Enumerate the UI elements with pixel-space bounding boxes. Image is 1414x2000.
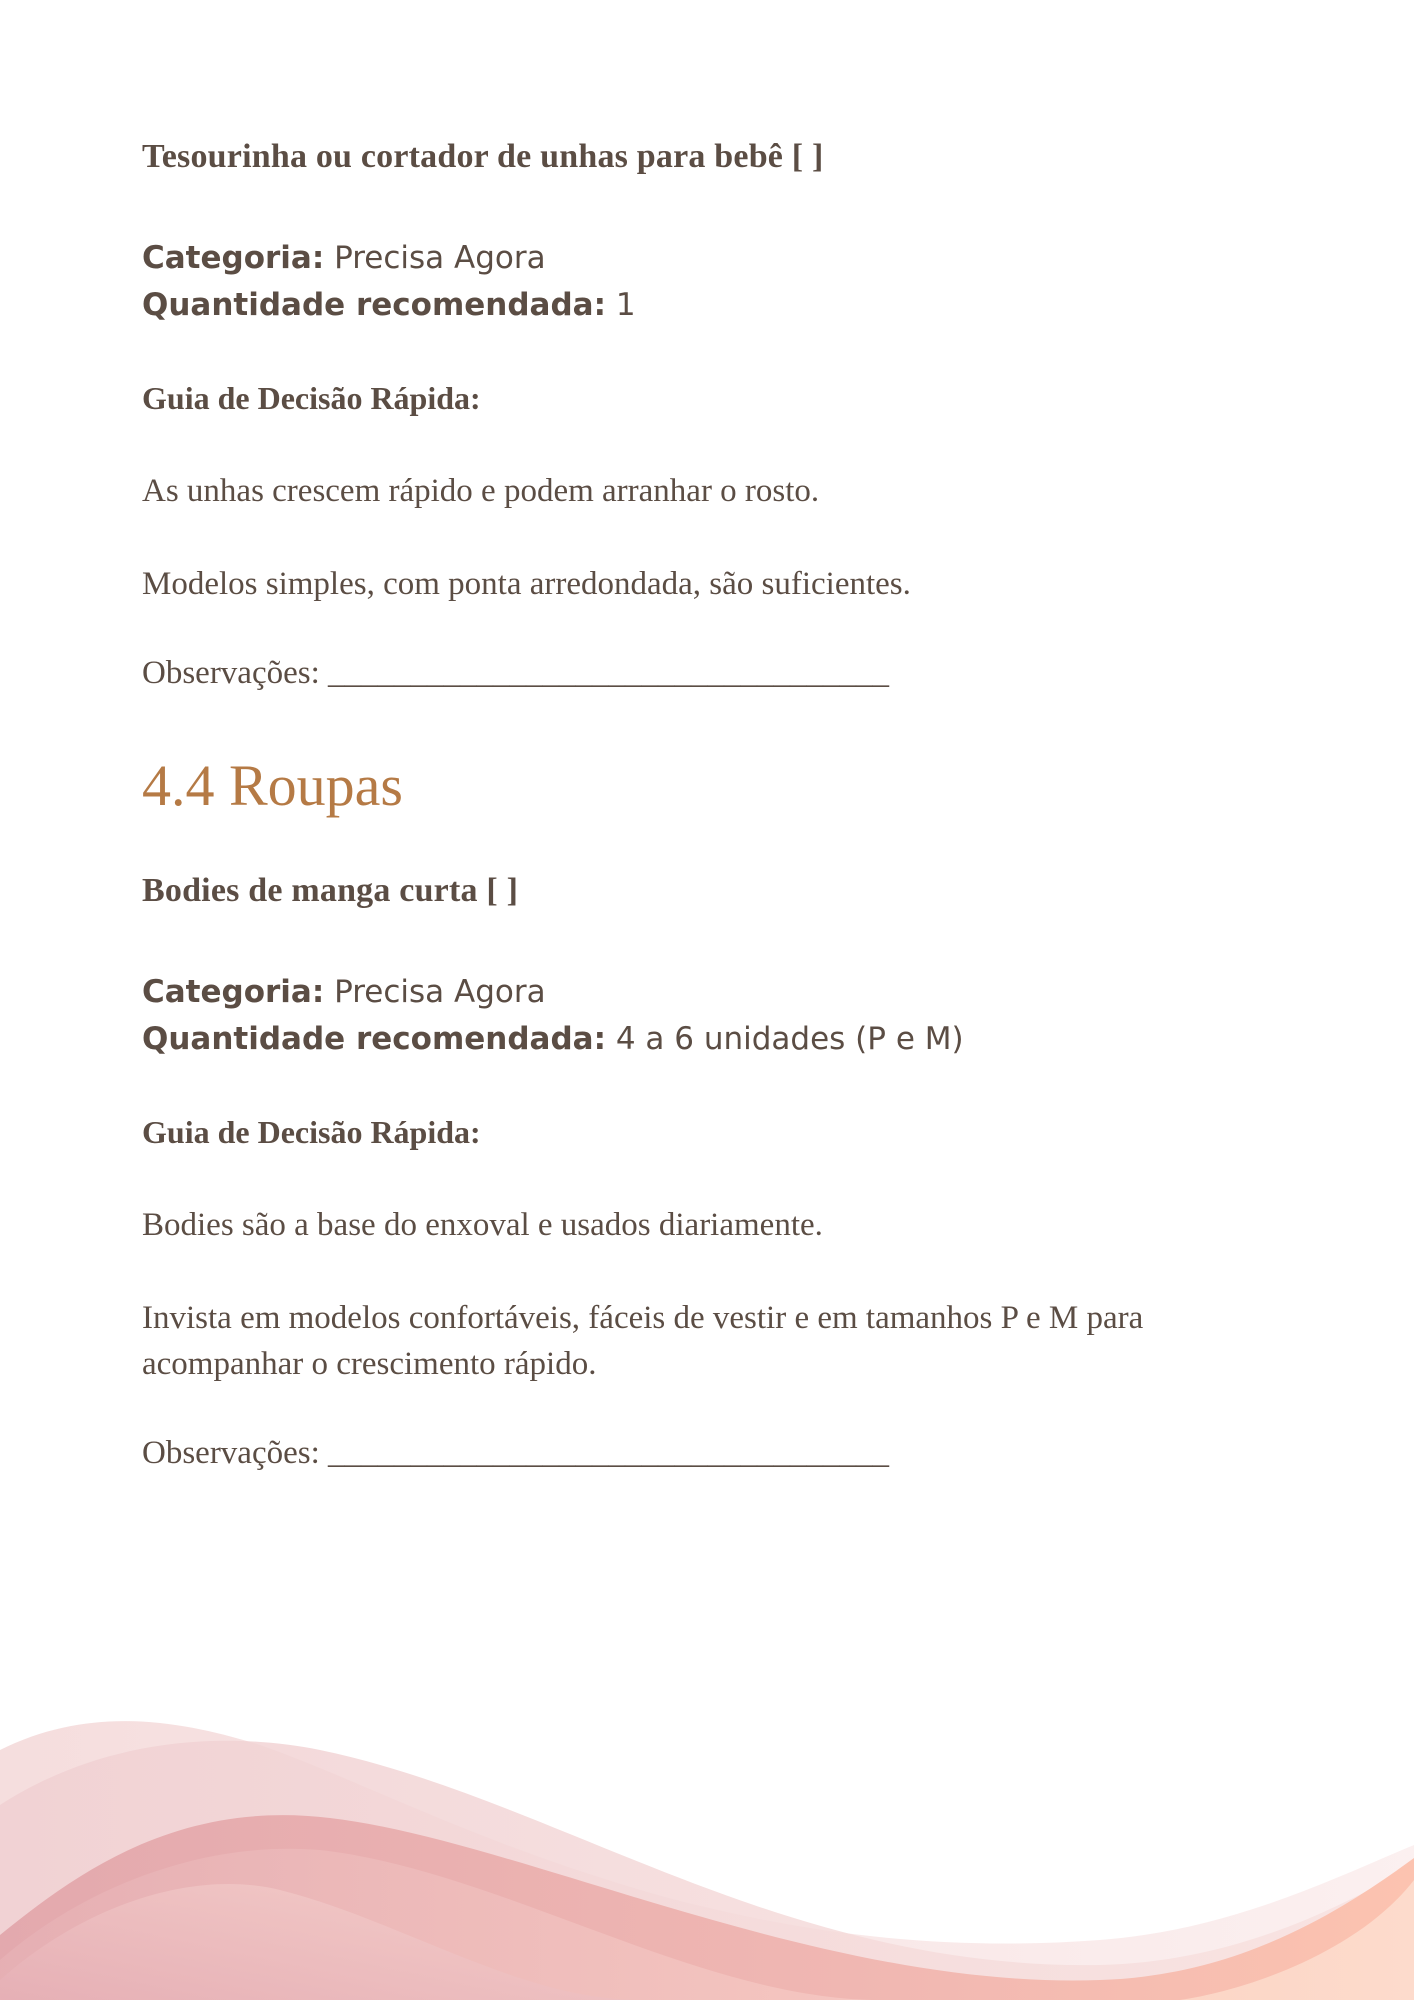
guide-paragraph: Modelos simples, com ponta arredondada, são suficientes. — [142, 566, 911, 602]
quantity-line — [142, 287, 636, 323]
category-label: Categoria: — [142, 974, 325, 1010]
observations-field: Observações: __________________________________ — [142, 655, 890, 691]
quantity-value: 1 — [605, 287, 636, 323]
category-line — [142, 240, 546, 276]
item-title-nail-clipper: Tesourinha ou cortador de unhas para bebê [ ] — [142, 138, 824, 175]
category-value: Precisa Agora — [324, 974, 546, 1010]
quantity-label: Quantidade recomendada: — [142, 1021, 606, 1057]
quantity-line — [142, 1021, 964, 1057]
category-label: Categoria: — [142, 240, 325, 276]
category-line — [142, 974, 546, 1010]
quick-guide-title: Guia de Decisão Rápida: — [142, 1114, 481, 1150]
category-value: Precisa Agora — [324, 240, 546, 276]
quantity-label: Quantidade recomendada: — [142, 287, 606, 323]
quick-guide-title: Guia de Decisão Rápida: — [142, 380, 481, 416]
guide-paragraph: As unhas crescem rápido e podem arranhar o rosto. — [142, 473, 820, 509]
decorative-waves — [0, 1700, 1414, 2000]
section-title: 4.4 Roupas — [142, 753, 403, 818]
item-title-bodies: Bodies de manga curta [ ] — [142, 872, 519, 909]
guide-paragraph: Bodies são a base do enxoval e usados diariamente. — [142, 1207, 823, 1243]
observations-field: Observações: __________________________________ — [142, 1435, 890, 1471]
guide-paragraph: Invista em modelos confortáveis, fáceis de vestir e em tamanhos P e M para acompanhar o crescimento rápido. — [142, 1300, 1144, 1382]
quantity-value: 4 a 6 unidades (P e M) — [605, 1021, 964, 1057]
